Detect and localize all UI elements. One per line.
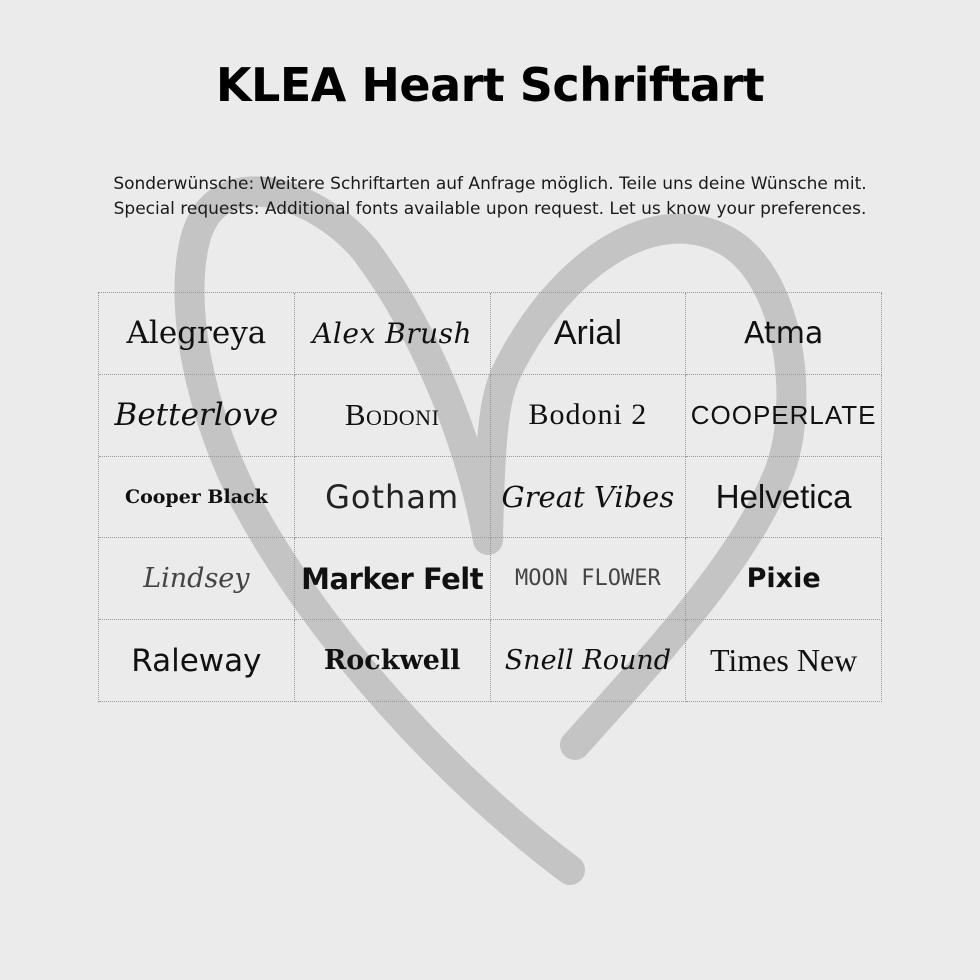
font-sample-raleway: Raleway xyxy=(99,620,295,702)
font-grid xyxy=(98,292,882,702)
font-sample-marker-felt: Marker Felt xyxy=(295,538,491,620)
font-sample-bodoni: Bodoni xyxy=(295,375,491,457)
font-sample-betterlove: Betterlove xyxy=(99,375,295,457)
font-sample-bodoni-2: Bodoni 2 xyxy=(491,375,687,457)
font-sample-snell-round: Snell Round xyxy=(491,620,687,702)
font-sample-rockwell: Rockwell xyxy=(295,620,491,702)
subtitle-line-english: Special requests: Additional fonts available upon request. Let us know your preferences. xyxy=(113,199,867,219)
subtitle-line-german: Sonderwünsche: Weitere Schriftarten auf Anfrage möglich. Teile uns deine Wünsche mit. xyxy=(113,174,867,194)
subtitle xyxy=(0,172,980,222)
font-sample-lindsey: Lindsey xyxy=(99,538,295,620)
font-sample-helvetica: Helvetica xyxy=(686,457,882,539)
font-sample-atma: Atma xyxy=(686,293,882,375)
font-sample-alex-brush: Alex Brush xyxy=(295,293,491,375)
font-sample-moon-flower: MOON FLOWER xyxy=(491,538,687,620)
font-sample-pixie: Pixie xyxy=(686,538,882,620)
page-title: KLEA Heart Schriftart xyxy=(215,58,765,112)
font-sample-cooperlate: COOPERLATE xyxy=(686,375,882,457)
font-sample-cooper-black: Cooper Black xyxy=(99,457,295,539)
font-sample-times-new: Times New xyxy=(686,620,882,702)
font-sample-alegreya: Alegreya xyxy=(99,293,295,375)
font-sample-gotham: Gotham xyxy=(295,457,491,539)
font-sample-great-vibes: Great Vibes xyxy=(491,457,687,539)
font-sample-arial: Arial xyxy=(491,293,687,375)
